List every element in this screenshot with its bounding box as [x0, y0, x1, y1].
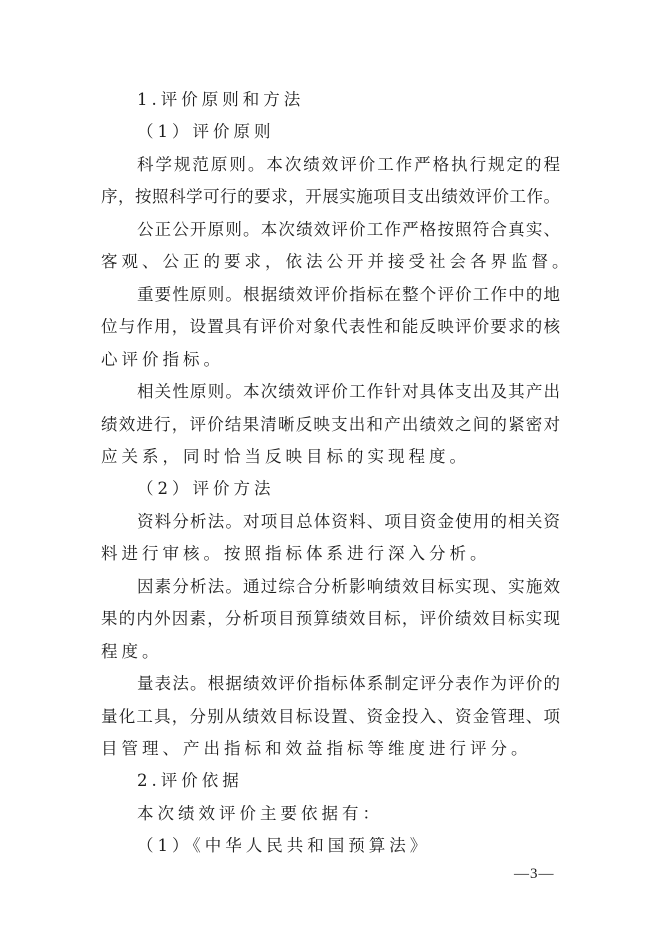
paragraph-line: 目管理、产出指标和效益指标等维度进行评分。 [101, 739, 532, 758]
paragraph-line: 客观、公正的要求，依法公开并接受社会各界监督。 [101, 252, 573, 272]
paragraph-line: 料进行审核。按照指标体系进行深入分析。 [101, 544, 491, 564]
paragraph-line: 公正公开原则。本次绩效评价工作严格按照符合真实、 [137, 219, 560, 239]
paragraph-line: 序，按照科学可行的要求，开展实施项目支出绩效评价工作。 [101, 187, 560, 207]
subsection-heading: （2）评价方法 [137, 479, 275, 499]
section-heading: 1.评价原则和方法 [137, 90, 305, 109]
paragraph-line: 绩效进行，评价结果清晰反映支出和产出绩效之间的紧密对 [101, 414, 560, 434]
paragraph-line: 应关系，同时恰当反映目标的实现程度。 [101, 446, 470, 466]
paragraph-line: 位与作用，设置具有评价对象代表性和能反映评价要求的核 [101, 317, 560, 337]
paragraph-line: 科学规范原则。本次绩效评价工作严格执行规定的程 [137, 154, 560, 174]
paragraph-line: 心评价指标。 [101, 349, 224, 369]
section-heading: 2.评价依据 [137, 771, 243, 791]
page-number: —3— [514, 866, 555, 882]
paragraph-line: 相关性原则。本次绩效评价工作针对具体支出及其产出 [137, 382, 560, 402]
paragraph-line: 因素分析法。通过综合分析影响绩效目标实现、实施效 [137, 576, 560, 596]
paragraph-line: 资料分析法。对项目总体资料、项目资金使用的相关资 [137, 511, 560, 531]
paragraph-line: 重要性原则。根据绩效评价指标在整个评价工作中的地 [137, 284, 560, 304]
paragraph-line: 量表法。根据绩效评价指标体系制定评分表作为评价的 [137, 674, 560, 694]
paragraph-line: 果的内外因素，分析项目预算绩效目标，评价绩效目标实现 [101, 609, 560, 629]
paragraph-line: 量化工具，分别从绩效目标设置、资金投入、资金管理、项 [101, 706, 560, 726]
subsection-heading: （1）评价原则 [137, 122, 275, 142]
list-item: （1）《中华人民共和国预算法》 [137, 836, 431, 856]
paragraph-line: 程度。 [101, 641, 163, 661]
paragraph-line: 本次绩效评价主要依据有： [137, 803, 383, 823]
